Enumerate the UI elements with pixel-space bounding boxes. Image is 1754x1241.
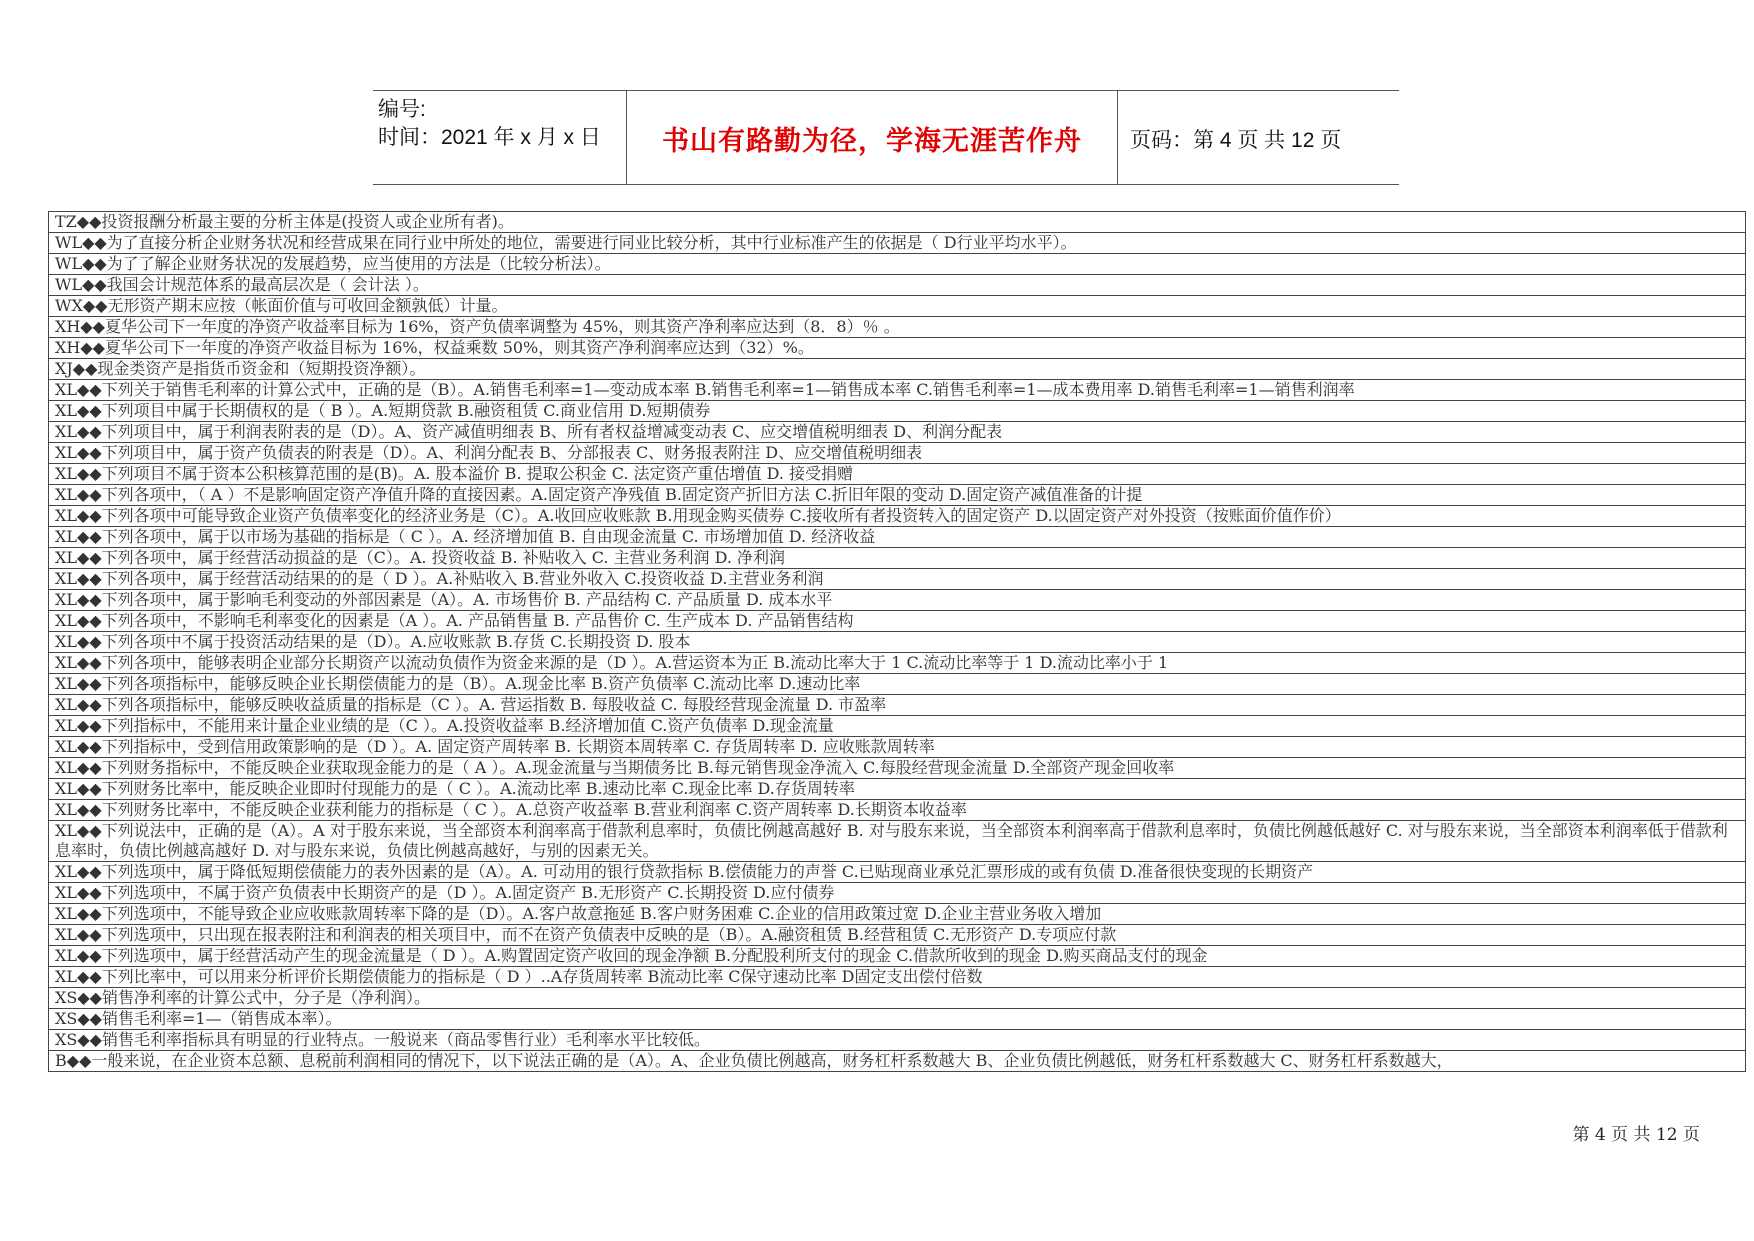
question-text: XL◆◆下列财务比率中，不能反映企业获利能力的指标是（ C ）。A.总资产收益率 B.营业利润率 C.资产周转率 D.长期资本收益率: [49, 800, 1746, 821]
header-left-cell: [373, 91, 627, 184]
question-text: XJ◆◆现金类资产是指货币资金和（短期投资净额）。: [49, 359, 1746, 380]
question-text: TZ◆◆投资报酬分析最主要的分析主体是(投资人或企业所有者)。: [49, 212, 1746, 233]
document-number-label: 编号:: [378, 98, 426, 121]
question-table: [48, 211, 1746, 1072]
question-row: [49, 359, 1746, 380]
question-row: [49, 653, 1746, 674]
question-text: XL◆◆下列财务比率中，能反映企业即时付现能力的是（ C ）。A.流动比率 B.速动比率 C.现金比率 D.存货周转率: [49, 779, 1746, 800]
question-row: [49, 716, 1746, 737]
question-text: XL◆◆下列各项中可能导致企业资产负债率变化的经济业务是（C）。A.收回应收账款 B.用现金购买债券 C.接收所有者投资转入的固定资产 D.以固定资产对外投资（按账面价值作价）: [49, 506, 1746, 527]
question-text: WL◆◆为了了解企业财务状况的发展趋势，应当使用的方法是（比较分析法）。: [49, 254, 1746, 275]
question-text: XL◆◆下列各项中，属于经营活动损益的是（C）。A. 投资收益 B. 补贴收入 C. 主营业务利润 D. 净利润: [49, 548, 1746, 569]
question-row: [49, 443, 1746, 464]
question-row: [49, 275, 1746, 296]
question-row: [49, 317, 1746, 338]
question-text: XL◆◆下列各项中不属于投资活动结果的是（D）。A.应收账款 B.存货 C.长期投资 D. 股本: [49, 632, 1746, 653]
question-row: [49, 527, 1746, 548]
document-time-label: 时间：2021 年 x 月 x 日: [378, 126, 601, 149]
question-text: WL◆◆为了直接分析企业财务状况和经营成果在同行业中所处的地位，需要进行同业比较分析，其中行业标准产生的依据是（ D行业平均水平）。: [49, 233, 1746, 254]
question-text: XL◆◆下列项目中属于长期债权的是（ B ）。A.短期贷款 B.融资租赁 C.商业信用 D.短期债券: [49, 401, 1746, 422]
question-row: [49, 485, 1746, 506]
question-text: XL◆◆下列各项中，能够表明企业部分长期资产以流动负债作为资金来源的是（D ）。A.营运资本为正 B.流动比率大于 1 C.流动比率等于 1 D.流动比率小于 1: [49, 653, 1746, 674]
question-text: XL◆◆下列各项中，属于经营活动结果的的是（ D ）。A.补贴收入 B.营业外收入 C.投资收益 D.主营业务利润: [49, 569, 1746, 590]
question-row: [49, 904, 1746, 925]
question-text: XL◆◆下列说法中，正确的是（A）。A 对于股东来说，当全部资本利润率高于借款利息率时，负债比例越高越好 B. 对与股东来说，当全部资本利润率高于借款利息率时，负债比例越低越好 C. 对与股东来说，当全部资本利润率低于借款利息率时，负债比例越高越好 D. 对与股东来说，负债比例越高越好，与别的因素无关。: [49, 821, 1746, 862]
question-text: B◆◆一般来说，在企业资本总额、息税前利润相同的情况下，以下说法正确的是（A）。A、企业负债比例越高，财务杠杆系数越大 B、企业负债比例越低，财务杠杆系数越大 C、财务杠杆系数越大，: [49, 1051, 1746, 1072]
question-row: [49, 779, 1746, 800]
question-text: XL◆◆下列财务指标中，不能反映企业获取现金能力的是（ A ）。A.现金流量与当期债务比 B.每元销售现金净流入 C.每股经营现金流量 D.全部资产现金回收率: [49, 758, 1746, 779]
question-row: [49, 695, 1746, 716]
question-text: XH◆◆夏华公司下一年度的净资产收益目标为 16%，权益乘数 50%，则其资产净利润率应达到（32）%。: [49, 338, 1746, 359]
question-text: XL◆◆下列项目不属于资本公积核算范围的是(B)。A. 股本溢价 B. 提取公积金 C. 法定资产重估增值 D. 接受捐赠: [49, 464, 1746, 485]
question-text: XL◆◆下列各项指标中，能够反映收益质量的指标是（C ）。A. 营运指数 B. 每股收益 C. 每股经营现金流量 D. 市盈率: [49, 695, 1746, 716]
question-text: WX◆◆无形资产期末应按（帐面价值与可收回金额孰低）计量。: [49, 296, 1746, 317]
question-text: XL◆◆下列各项中，属于以市场为基础的指标是（ C ）。A. 经济增加值 B. 自由现金流量 C. 市场增加值 D. 经济收益: [49, 527, 1746, 548]
question-row: [49, 674, 1746, 695]
question-text: XS◆◆销售毛利率=1—（销售成本率）。: [49, 1009, 1746, 1030]
question-row: [49, 380, 1746, 401]
header-motto: 书山有路勤为径，学海无涯苦作舟: [662, 126, 1082, 157]
question-row: [49, 800, 1746, 821]
question-text: XH◆◆夏华公司下一年度的净资产收益率目标为 16%，资产负债率调整为 45%，则其资产净利率应达到（8．8）％ 。: [49, 317, 1746, 338]
question-row: [49, 464, 1746, 485]
question-text: XL◆◆下列选项中，只出现在报表附注和利润表的相关项目中，而不在资产负债表中反映的是（B）。A.融资租赁 B.经营租赁 C.无形资产 D.专项应付款: [49, 925, 1746, 946]
question-row: [49, 422, 1746, 443]
question-row: [49, 988, 1746, 1009]
question-row: [49, 946, 1746, 967]
question-row: [49, 925, 1746, 946]
question-row: [49, 590, 1746, 611]
question-text: XL◆◆下列选项中，属于经营活动产生的现金流量是（ D ）。A.购置固定资产收回的现金净额 B.分配股利所支付的现金 C.借款所收到的现金 D.购买商品支付的现金: [49, 946, 1746, 967]
question-text: XL◆◆下列项目中，属于资产负债表的附表是（D）。A、利润分配表 B、分部报表 C、财务报表附注 D、应交增值税明细表: [49, 443, 1746, 464]
question-text: XS◆◆销售净利率的计算公式中，分子是（净利润）。: [49, 988, 1746, 1009]
question-row: [49, 611, 1746, 632]
page-footer: 第 4 页 共 12 页: [1572, 1125, 1700, 1145]
question-text: XL◆◆下列指标中，受到信用政策影响的是（D ）。A. 固定资产周转率 B. 长期资本周转率 C. 存货周转率 D. 应收账款周转率: [49, 737, 1746, 758]
question-row: [49, 883, 1746, 904]
question-text: XL◆◆下列项目中，属于利润表附表的是（D）。A、资产减值明细表 B、所有者权益增减变动表 C、应交增值税明细表 D、利润分配表: [49, 422, 1746, 443]
question-text: XL◆◆下列各项中，（ A ）不是影响固定资产净值升降的直接因素。A.固定资产净残值 B.固定资产折旧方法 C.折旧年限的变动 D.固定资产减值准备的计提: [49, 485, 1746, 506]
question-text: XL◆◆下列选项中，不属于资产负债表中长期资产的是（D ）。A.固定资产 B.无形资产 C.长期投资 D.应付债券: [49, 883, 1746, 904]
question-row: [49, 1009, 1746, 1030]
question-row: [49, 548, 1746, 569]
question-text: WL◆◆我国会计规范体系的最高层次是（ 会计法 ）。: [49, 275, 1746, 296]
question-row: [49, 296, 1746, 317]
question-row: [49, 212, 1746, 233]
question-row: [49, 632, 1746, 653]
question-text: XL◆◆下列比率中，可以用来分析评价长期偿债能力的指标是（ D ）..A存货周转率 B流动比率 C保守速动比率 D固定支出偿付倍数: [49, 967, 1746, 988]
question-row: [49, 967, 1746, 988]
header-page-cell: [1118, 91, 1399, 184]
question-text: XL◆◆下列指标中，不能用来计量企业业绩的是（C ）。A.投资收益率 B.经济增加值 C.资产负债率 D.现金流量: [49, 716, 1746, 737]
question-row: [49, 569, 1746, 590]
question-row: [49, 233, 1746, 254]
question-row: [49, 338, 1746, 359]
question-text: XL◆◆下列各项指标中，能够反映企业长期偿债能力的是（B）。A.现金比率 B.资产负债率 C.流动比率 D.速动比率: [49, 674, 1746, 695]
question-table-body: [49, 212, 1746, 1072]
question-text: XL◆◆下列关于销售毛利率的计算公式中，正确的是（B）。A.销售毛利率=1—变动成本率 B.销售毛利率=1—销售成本率 C.销售毛利率=1—成本费用率 D.销售毛利率=1—销售利润率: [49, 380, 1746, 401]
question-text: XL◆◆下列各项中，属于影响毛利变动的外部因素是（A）。A. 市场售价 B. 产品结构 C. 产品质量 D. 成本水平: [49, 590, 1746, 611]
question-row: [49, 401, 1746, 422]
question-row: [49, 862, 1746, 883]
question-text: XL◆◆下列选项中，属于降低短期偿债能力的表外因素的是（A）。A. 可动用的银行贷款指标 B.偿债能力的声誉 C.已贴现商业承兑汇票形成的或有负债 D.准备很快变现的长期资产: [49, 862, 1746, 883]
page-header: [373, 90, 1399, 185]
question-text: XS◆◆销售毛利率指标具有明显的行业特点。一般说来（商品零售行业）毛利率水平比较低。: [49, 1030, 1746, 1051]
header-motto-cell: [627, 91, 1118, 184]
question-row: [49, 1051, 1746, 1072]
question-row: [49, 758, 1746, 779]
question-text: XL◆◆下列各项中，不影响毛利率变化的因素是（A ）。A. 产品销售量 B. 产品售价 C. 生产成本 D. 产品销售结构: [49, 611, 1746, 632]
question-row: [49, 1030, 1746, 1051]
header-page-number: 页码：第 4 页 共 12 页: [1130, 129, 1342, 152]
question-row: [49, 821, 1746, 862]
question-row: [49, 737, 1746, 758]
question-row: [49, 254, 1746, 275]
question-text: XL◆◆下列选项中，不能导致企业应收账款周转率下降的是（D）。A.客户故意拖延 B.客户财务困难 C.企业的信用政策过宽 D.企业主营业务收入增加: [49, 904, 1746, 925]
question-row: [49, 506, 1746, 527]
